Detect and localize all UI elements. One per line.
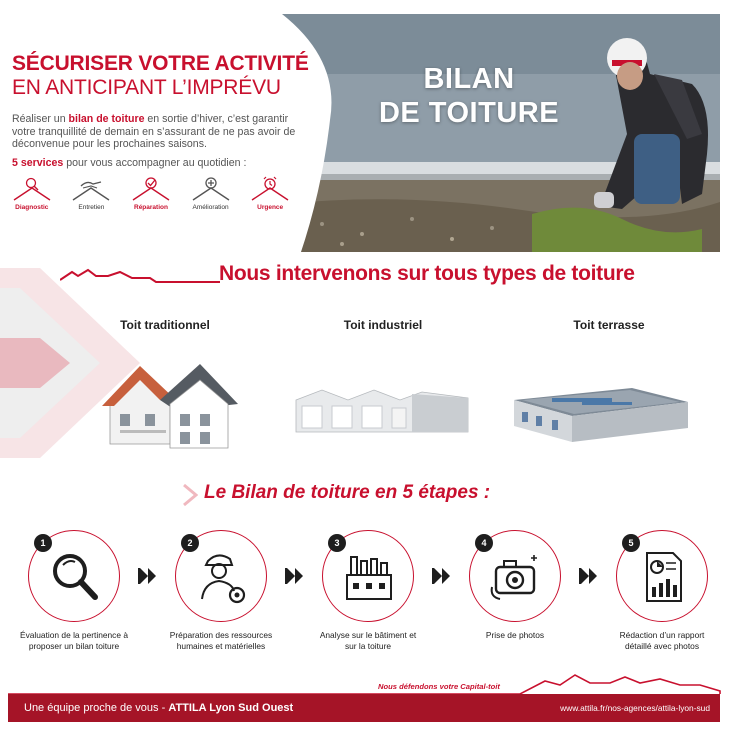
report-icon [633,547,693,607]
bilan-heading [376,62,562,130]
intro-pre: Réaliser un [12,113,69,125]
hero-intro [12,113,312,151]
hero-title [12,52,309,100]
steps-title: Le Bilan de toiture en 5 étapes : [204,482,491,503]
service-entretien [66,176,118,220]
check-roof-icon [131,176,171,202]
service-label: Réparation [134,204,168,211]
service-label: Urgence [257,204,284,211]
step-4-label: Prise de photos [485,630,545,640]
roof-type-industriel: Toit industriel [343,318,423,332]
bilan-line1: BILAN [423,63,515,95]
footer-agency-name: ATTILA Lyon Sud Ouest [168,702,294,714]
handshake-roof-icon [71,176,111,202]
services-heading [12,157,246,169]
services-rest: pour vous accompagner au quotidien : [63,157,247,169]
footer-left-pre: Une équipe proche de vous - [24,702,169,714]
services-count: 5 services [12,157,64,169]
service-reparation [125,176,177,220]
magnifier-roof-icon [12,176,52,202]
chevron-right-icon [182,483,198,507]
footer-agency [24,702,293,714]
step-5-number: 5 [622,534,640,552]
services-row [6,176,296,220]
plus-roof-icon [191,176,231,202]
service-label: Entretien [78,204,105,211]
step-2-number: 2 [181,534,199,552]
traditional-house-image [100,344,240,454]
step-1-number: 1 [34,534,52,552]
step-1-label: Évaluation de la pertinence à proposer un bilan toiture [19,630,129,651]
step-4-number: 4 [475,534,493,552]
intro-post: en sortie d’hiver, c’est garantir votre tranquillité de demain en s’assurant de ne pas avoir de déconvenue pour les prochaines saisons. [12,113,296,150]
hero-banner [0,0,734,255]
roof-type-traditionnel: Toit traditionnel [120,318,210,332]
step-arrow-icon [285,566,307,586]
step-3-label: Analyse sur le bâtiment et sur la toiture [319,630,417,651]
flat-roof-building-image [512,384,692,450]
magnifier-icon [45,547,105,607]
alarm-roof-icon [250,176,290,202]
skyline-decoration [0,667,734,697]
factory-icon [339,547,399,607]
step-5-label: Rédaction d’un rapport détaillé avec photos [619,630,705,651]
intro-bold: bilan de toiture [68,113,145,125]
types-title: Nous intervenons sur tous types de toiture [219,262,635,285]
industrial-building-image [292,384,472,438]
camera-icon [486,547,546,607]
service-label: Diagnostic [15,204,49,211]
step-arrow-icon [579,566,601,586]
service-label: Amélioration [192,204,229,211]
hero-title-line2: EN ANTICIPANT L’IMPRÉVU [12,76,281,99]
roofline-decoration [60,266,220,286]
service-amelioration [185,176,237,220]
footer-motto: Nous défendons votre Capital-toit [378,682,500,691]
step-arrow-icon [138,566,160,586]
footer-url[interactable]: www.attila.fr/nos-agences/attila-lyon-sud [560,703,710,713]
step-3-number: 3 [328,534,346,552]
roof-type-terrasse: Toit terrasse [573,318,645,332]
step-arrow-icon [432,566,454,586]
step-2-label: Préparation des ressources humaines et matérielles [169,630,273,651]
bilan-line2: DE TOITURE [378,97,560,129]
service-urgence [244,176,296,220]
service-diagnostic [6,176,58,220]
footer-bar [8,694,720,722]
hero-title-line1: SÉCURISER VOTRE ACTIVITÉ [12,52,309,75]
worker-gear-icon [192,547,252,607]
